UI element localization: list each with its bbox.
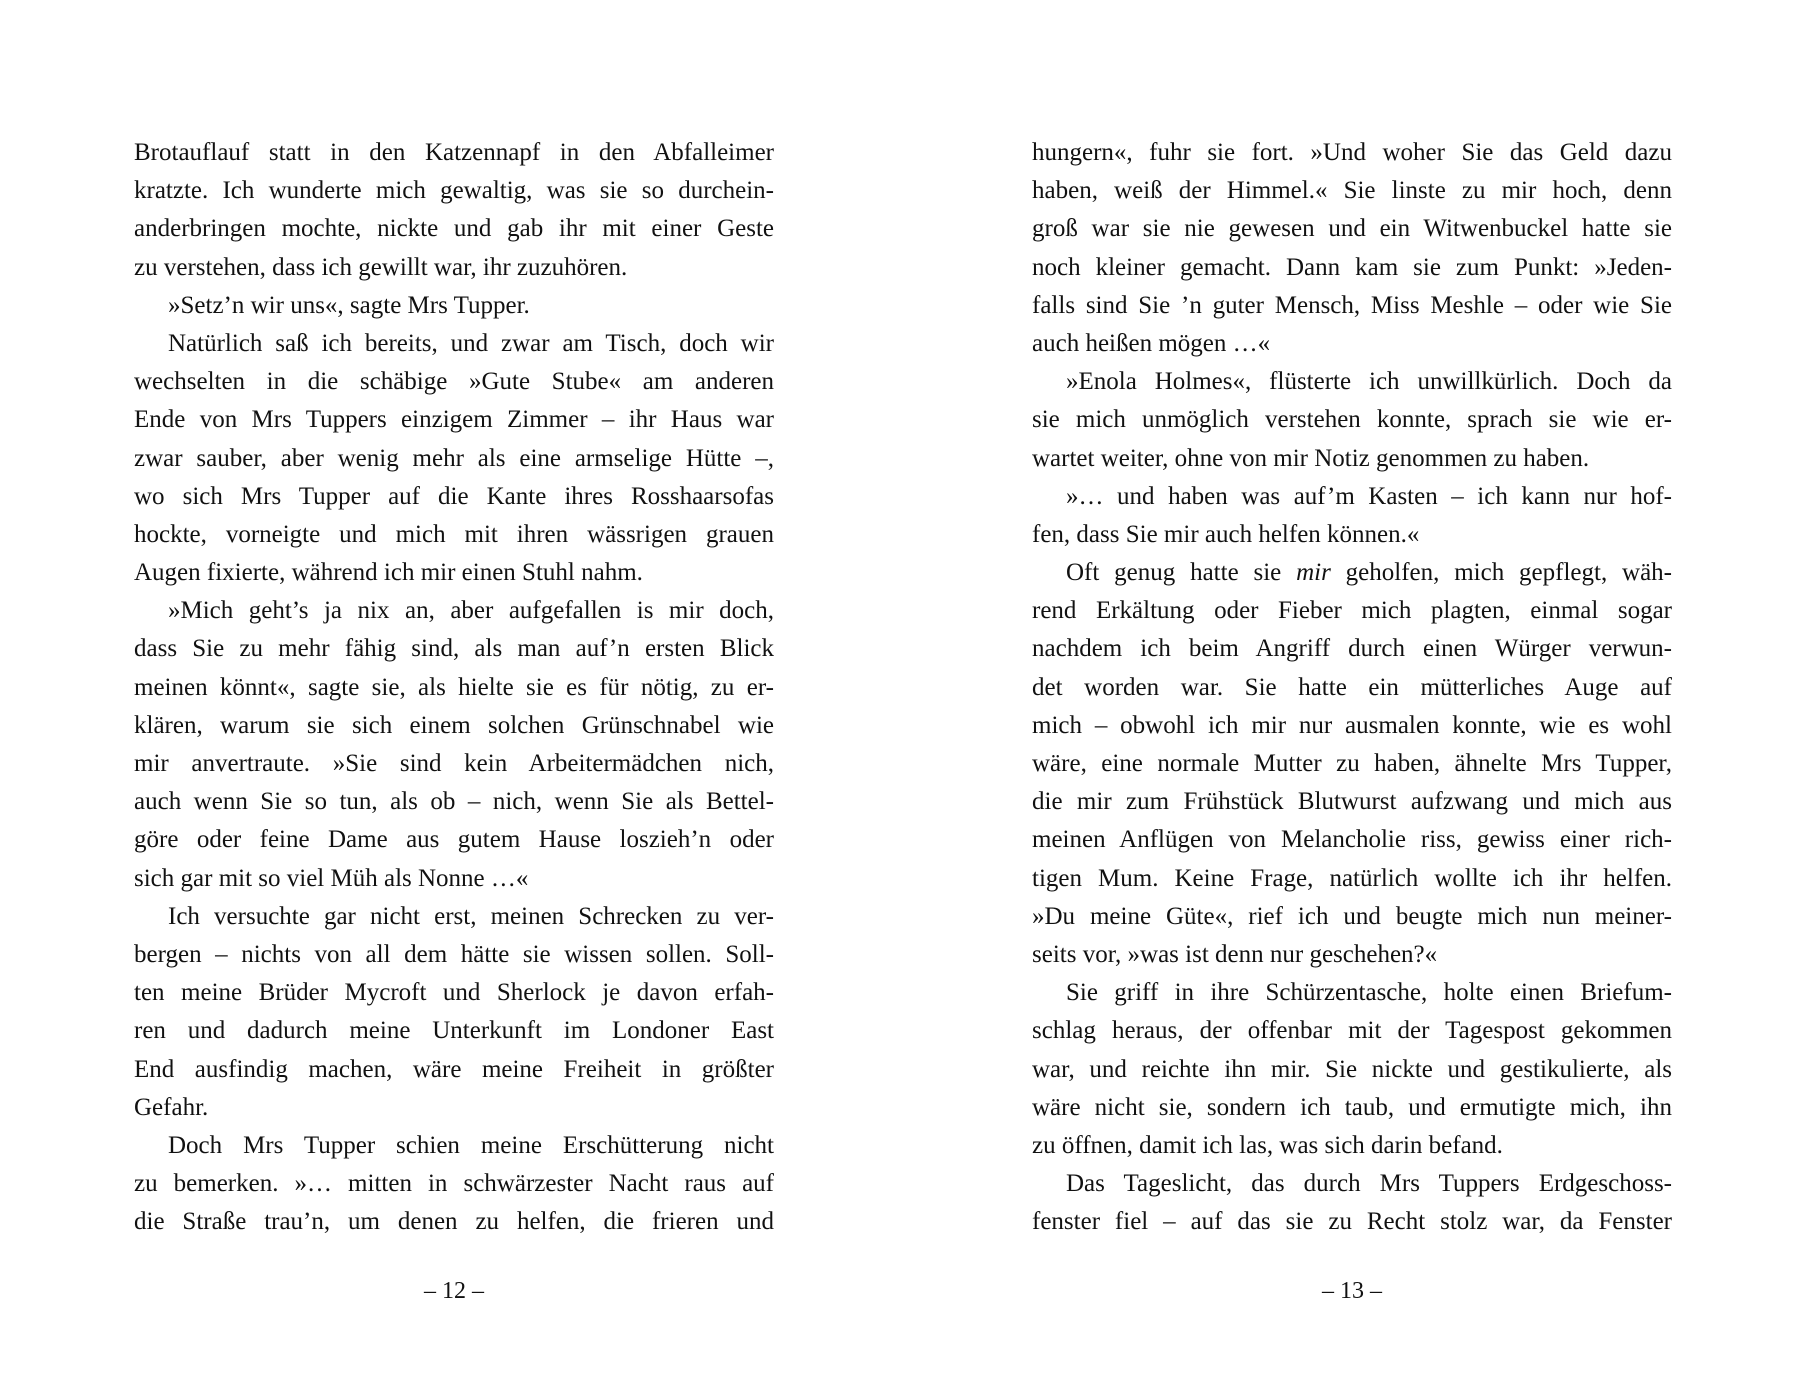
text-line	[1032, 1203, 1672, 1241]
text-line: End ausfindig machen, wäre meine Freiheit in größter	[134, 1055, 774, 1083]
text-line	[1032, 745, 1672, 783]
text-line	[1032, 210, 1672, 248]
text-line: »Setz’n wir uns«, sagte Mrs Tupper.	[168, 291, 530, 319]
text-line: Ende von Mrs Tuppers einzigem Zimmer – ihr Haus war	[134, 406, 774, 434]
text-line-segment: Oft genug hatte sie	[1066, 559, 1297, 587]
text-line-segment: sie mich unmöglich verstehen konnte, sprach sie wie er-	[1032, 406, 1672, 434]
text-line-segment: »… und haben was auf’m Kasten – ich kann nur hof-	[1066, 482, 1672, 510]
text-line	[1032, 1127, 1672, 1165]
text-line	[1032, 669, 1672, 707]
text-line-segment: die mir zum Frühstück Blutwurst aufzwang und mich aus	[1032, 788, 1672, 816]
text-line	[1032, 287, 1672, 325]
text-line-segment: det worden war. Sie hatte ein mütterliches Auge auf	[1032, 673, 1672, 701]
text-line: zu bemerken. »… mitten in schwärzester Nacht raus auf	[134, 1170, 774, 1198]
text-line-segment: noch kleiner gemacht. Dann kam sie zum Punkt: »Jeden-	[1032, 253, 1672, 281]
text-line: »Mich geht’s ja nix an, aber aufgefallen is mir doch,	[168, 597, 774, 625]
text-line	[1032, 325, 1672, 363]
text-line-segment: mich – obwohl ich mir nur ausmalen konnte, wie es wohl	[1032, 711, 1672, 739]
text-line: anderbringen mochte, nickte und gab ihr mit einer Geste	[134, 215, 774, 243]
text-line: kratzte. Ich wunderte mich gewaltig, was sie so durchein-	[134, 177, 774, 205]
text-line-segment: schlag heraus, der offenbar mit der Tagespost gekommen	[1032, 1017, 1672, 1045]
left-page	[134, 0, 774, 1400]
text-line-segment: zu öffnen, damit ich las, was sich darin befand.	[1032, 1131, 1503, 1159]
text-line: wechselten in die schäbige »Gute Stube« am anderen	[134, 368, 774, 396]
right-page	[1032, 0, 1672, 1400]
text-line	[1032, 783, 1672, 821]
text-line	[1032, 401, 1672, 439]
left-page-text	[134, 134, 774, 1241]
text-line: klären, warum sie sich einem solchen Grünschnabel wie	[134, 711, 774, 739]
text-line	[1032, 707, 1672, 745]
text-line-segment: rend Erkältung oder Fieber mich plagten, einmal sogar	[1032, 597, 1672, 625]
text-line: göre oder feine Dame aus gutem Hause loszieh’n oder	[134, 826, 774, 854]
text-line: Ich versuchte gar nicht erst, meinen Schrecken zu ver-	[168, 902, 774, 930]
text-line	[1032, 554, 1672, 592]
text-line	[1032, 516, 1672, 554]
right-page-number: – 13 –	[1322, 1278, 1382, 1304]
emphasized-word: mir	[1296, 559, 1331, 587]
text-line	[1032, 630, 1672, 668]
text-line-segment: »Enola Holmes«, flüsterte ich unwillkürlich. Doch da	[1066, 368, 1672, 396]
text-line-segment: war, und reichte ihn mir. Sie nickte und gestikulierte, als	[1032, 1055, 1672, 1083]
text-line	[1032, 860, 1672, 898]
text-line	[1032, 1051, 1672, 1089]
text-line: Brotauflauf statt in den Katzennapf in den Abfalleimer	[134, 139, 774, 166]
text-line-segment: meinen Anflügen von Melancholie riss, gewiss einer rich-	[1032, 826, 1672, 854]
text-line: dass Sie zu mehr fähig sind, als man auf’n ersten Blick	[134, 635, 774, 663]
text-line: meinen könnt«, sagte sie, als hielte sie es für nötig, zu er-	[134, 673, 774, 701]
text-line-segment: Sie griff in ihre Schürzentasche, holte einen Briefum-	[1066, 979, 1672, 1007]
text-line	[1032, 821, 1672, 859]
text-line-segment: geholfen, mich gepflegt, wäh-	[1330, 559, 1672, 587]
text-line-segment: nachdem ich beim Angriff durch einen Würger verwun-	[1032, 635, 1672, 663]
text-line-segment: fenster fiel – auf das sie zu Recht stolz war, da Fenster	[1032, 1208, 1672, 1236]
text-line	[1032, 898, 1672, 936]
text-line	[1032, 134, 1672, 172]
text-line	[1032, 592, 1672, 630]
text-line	[1032, 172, 1672, 210]
text-line: Natürlich saß ich bereits, und zwar am Tisch, doch wir	[168, 329, 774, 357]
text-line-segment: Das Tageslicht, das durch Mrs Tuppers Erdgeschoss-	[1066, 1170, 1672, 1198]
text-line	[1032, 478, 1672, 516]
text-line-segment: groß war sie nie gewesen und ein Witwenbuckel hatte sie	[1032, 215, 1672, 243]
text-line: auch wenn Sie so tun, als ob – nich, wenn Sie als Bettel-	[134, 788, 774, 816]
text-line: sich gar mit so viel Müh als Nonne …«	[134, 864, 529, 892]
text-line: bergen – nichts von all dem hätte sie wissen sollen. Soll-	[134, 940, 774, 968]
text-line: mir anvertraute. »Sie sind kein Arbeitermädchen nich,	[134, 750, 774, 777]
text-line: die Straße trau’n, um denen zu helfen, die frieren und	[134, 1208, 774, 1236]
text-line: wo sich Mrs Tupper auf die Kante ihres Rosshaarsofas	[134, 482, 774, 510]
text-line: zu verstehen, dass ich gewillt war, ihr zuzuhören.	[134, 253, 628, 281]
text-line: hockte, vorneigte und mich mit ihren wässrigen grauen	[134, 520, 774, 548]
text-line: ren und dadurch meine Unterkunft im Londoner East	[134, 1017, 774, 1045]
text-line: zwar sauber, aber wenig mehr als eine armselige Hütte –,	[134, 444, 774, 472]
text-line	[1032, 440, 1672, 478]
text-line	[1032, 936, 1672, 974]
text-line-segment: fen, dass Sie mir auch helfen können.«	[1032, 520, 1420, 548]
text-line: Gefahr.	[134, 1093, 209, 1121]
left-page-number: – 12 –	[424, 1278, 484, 1304]
text-line	[1032, 249, 1672, 287]
text-line	[1032, 1012, 1672, 1050]
text-line-segment: wäre nicht sie, sondern ich taub, und ermutigte mich, ihn	[1032, 1093, 1672, 1121]
text-line: ten meine Brüder Mycroft und Sherlock je davon erfah-	[134, 979, 774, 1007]
text-line	[1032, 363, 1672, 401]
text-line	[1032, 1165, 1672, 1203]
text-line-segment: »Du meine Güte«, rief ich und beugte mich nun meiner-	[1032, 902, 1672, 930]
text-line-segment: auch heißen mögen …«	[1032, 329, 1271, 357]
text-line-segment: haben, weiß der Himmel.« Sie linste zu mir hoch, denn	[1032, 177, 1672, 205]
text-line-segment: hungern«, fuhr sie fort. »Und woher Sie das Geld dazu	[1032, 139, 1672, 166]
text-line-segment: falls sind Sie ’n guter Mensch, Miss Meshle – oder wie Sie	[1032, 291, 1672, 319]
text-line: Doch Mrs Tupper schien meine Erschütterung nicht	[168, 1131, 774, 1159]
right-page-text	[1032, 134, 1672, 1241]
text-line-segment: seits vor, »was ist denn nur geschehen?«	[1032, 940, 1438, 968]
text-line: Augen fixierte, während ich mir einen Stuhl nahm.	[134, 559, 643, 587]
text-line-segment: tigen Mum. Keine Frage, natürlich wollte ich ihr helfen.	[1032, 864, 1672, 892]
text-line	[1032, 1089, 1672, 1127]
text-line	[1032, 974, 1672, 1012]
text-line-segment: wartet weiter, ohne von mir Notiz genommen zu haben.	[1032, 444, 1590, 472]
text-line-segment: wäre, eine normale Mutter zu haben, ähnelte Mrs Tupper,	[1032, 750, 1672, 777]
